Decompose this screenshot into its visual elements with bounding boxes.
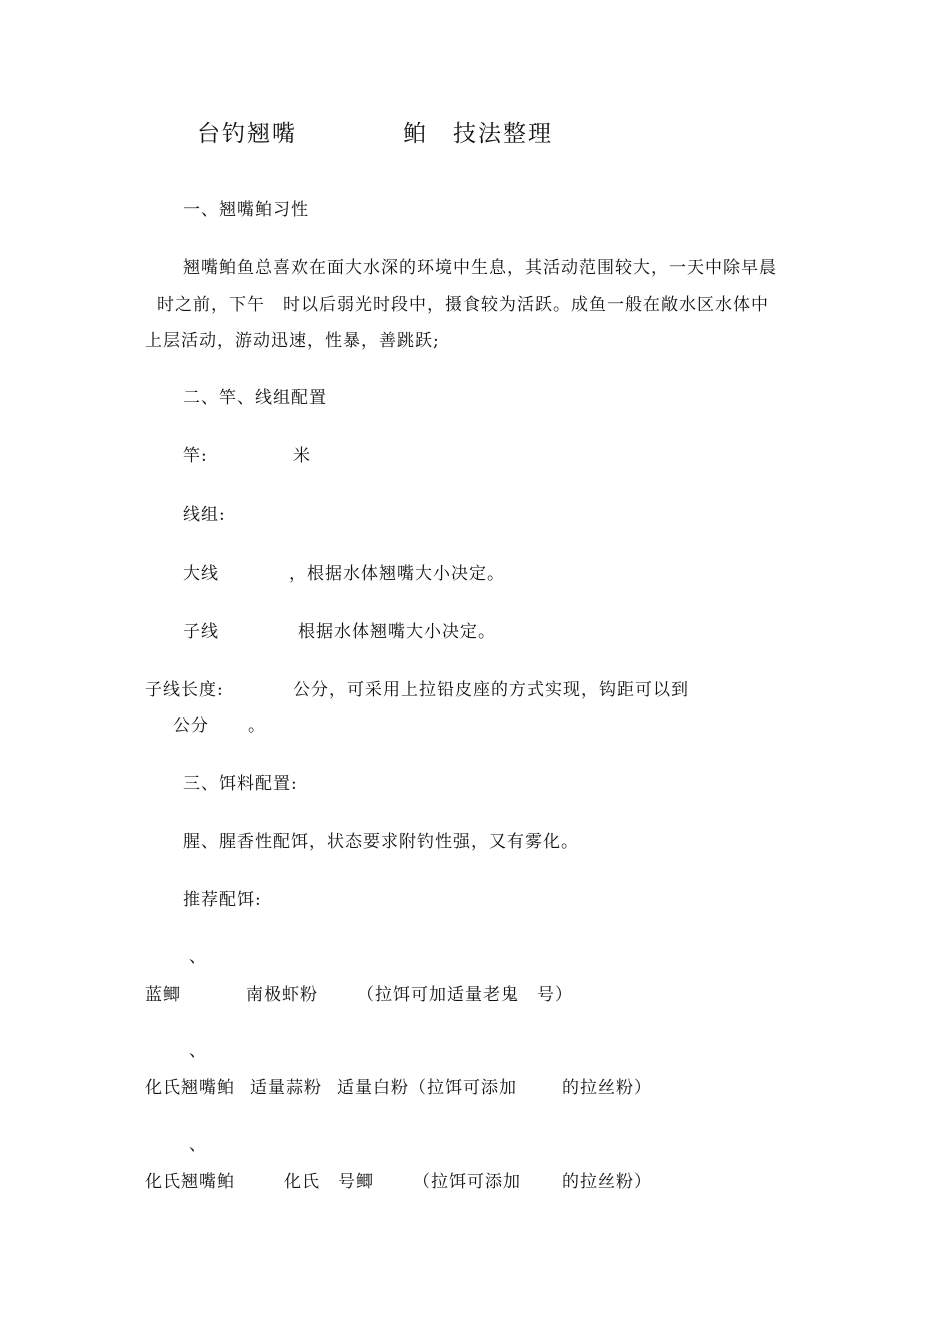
line-label: 线组: <box>183 505 226 525</box>
bait-description: 腥、腥香性配饵，状态要求附钓性强，又有雾化。 <box>183 832 579 852</box>
title-right: 鲌 技法整理 <box>403 121 553 147</box>
section1-para-line2: 时之前，下午 时以后弱光时段中，摄食较为活跃。成鱼一般在敞水区水体中 <box>157 295 769 315</box>
sub-length-label: 子线长度: <box>145 680 224 700</box>
recipe-item: 适量白粉（拉饵可添加 <box>337 1078 517 1098</box>
recipe-mark: 、 <box>189 1135 207 1155</box>
rod-unit: 米 <box>293 446 311 466</box>
section1-para-line3: 上层活动，游动迅速，性暴，善跳跃; <box>145 331 440 351</box>
recipe-mark: 、 <box>189 947 207 967</box>
recipe-item: 化氏翘嘴鲌 <box>145 1078 235 1098</box>
sub-length-text: 公分，可采用上拉铅皮座的方式实现，钩距可以到 <box>293 680 689 700</box>
section2-heading: 二、竿、线组配置 <box>183 388 327 408</box>
title-left: 台钓翘嘴 <box>197 121 297 147</box>
section3-heading: 三、饵料配置: <box>183 774 298 794</box>
recipe-item: 的拉丝粉） <box>562 1172 652 1192</box>
sub-line-text: 根据水体翘嘴大小决定。 <box>298 622 496 642</box>
recipe-item: （拉饵可添加 <box>413 1172 521 1192</box>
section1-para-line1: 翘嘴鲌鱼总喜欢在面大水深的环境中生息，其活动范围较大，一天中除早晨 <box>183 258 777 278</box>
recipe-mark: 、 <box>189 1041 207 1061</box>
sub-length-line2-a: 公分 <box>173 716 209 736</box>
recipe-item: 南极虾粉 <box>246 985 318 1005</box>
sub-length-line2-b: 。 <box>248 716 266 736</box>
main-line-label: 大线 <box>183 564 219 584</box>
recipe-item: 化氏 号鲫 <box>284 1172 374 1192</box>
recommend-label: 推荐配饵: <box>183 890 262 910</box>
main-line-text: ，根据水体翘嘴大小决定。 <box>289 564 505 584</box>
recipe-item: 化氏翘嘴鲌 <box>145 1172 235 1192</box>
recipe-item: 的拉丝粉） <box>562 1078 652 1098</box>
recipe-item: （拉饵可加适量老鬼 号） <box>357 985 573 1005</box>
sub-line-label: 子线 <box>183 622 219 642</box>
recipe-item: 蓝鲫 <box>145 985 181 1005</box>
section1-heading: 一、翘嘴鲌习性 <box>183 200 309 220</box>
rod-label: 竿: <box>183 446 208 466</box>
recipe-item: 适量蒜粉 <box>250 1078 322 1098</box>
